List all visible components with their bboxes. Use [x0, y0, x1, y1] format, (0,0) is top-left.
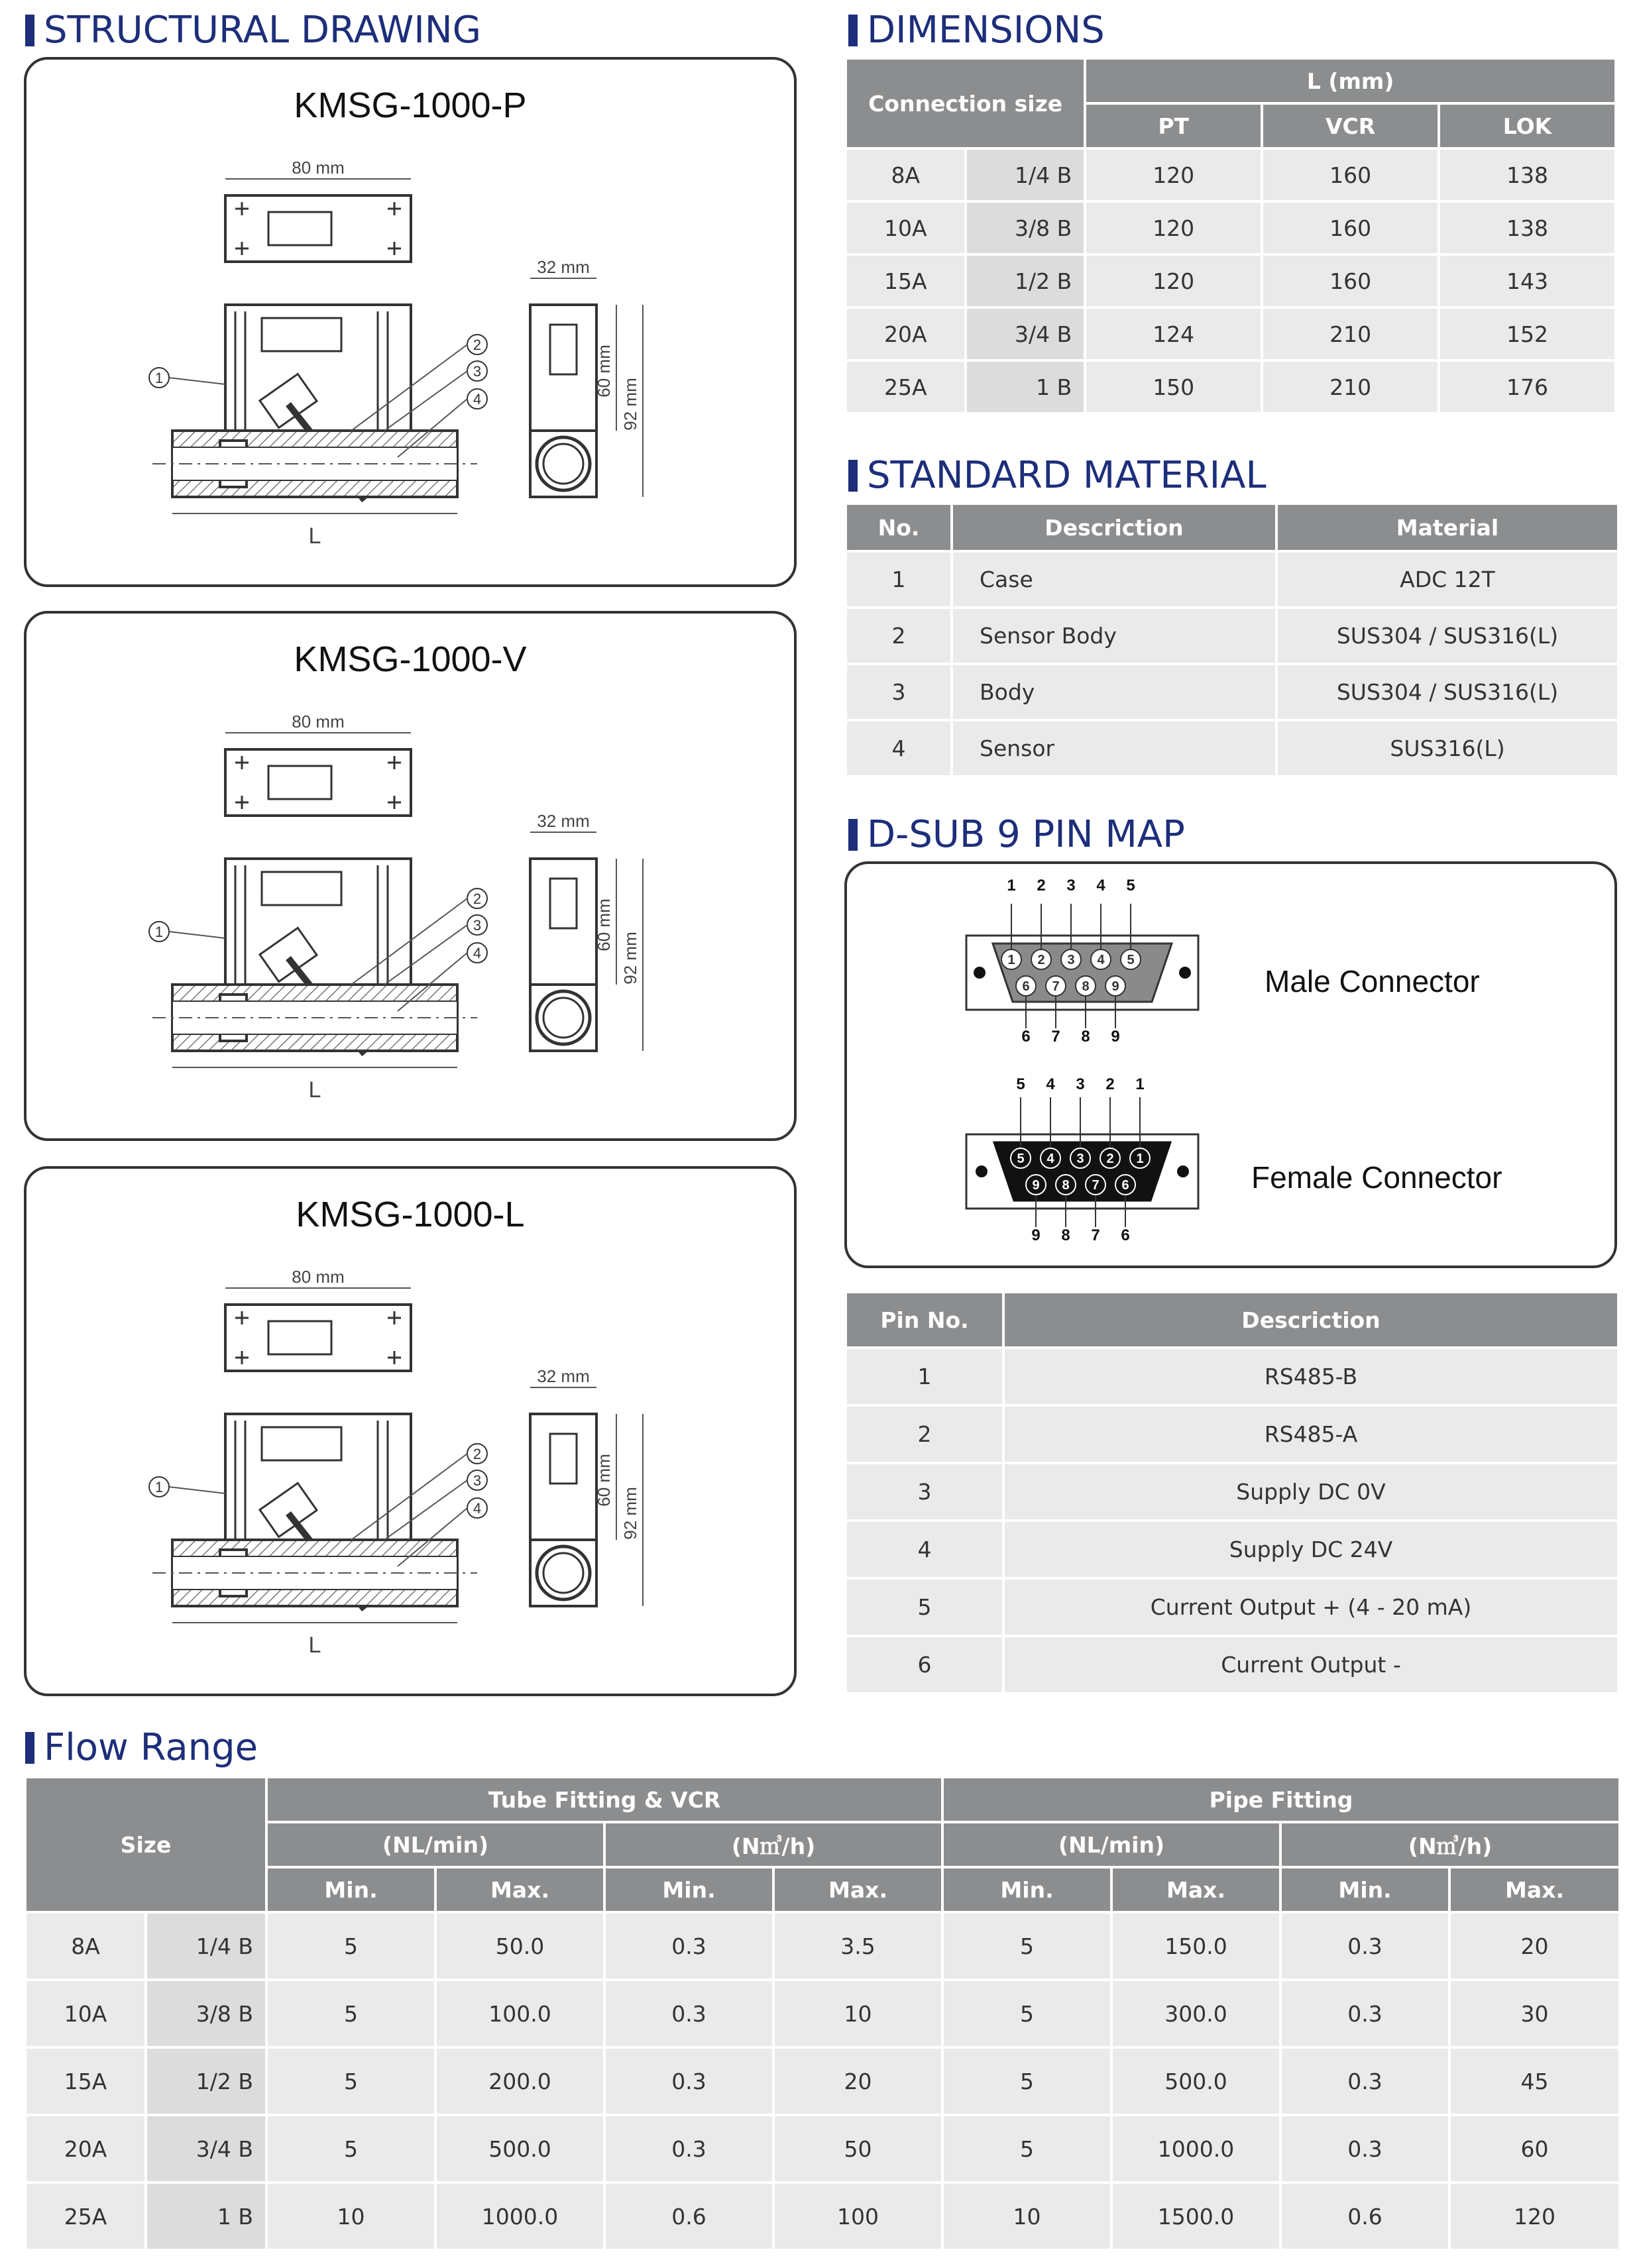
- table-cell: 160: [1262, 201, 1439, 254]
- callout-number: 3: [473, 1472, 482, 1489]
- table-row: [25, 2115, 1620, 2183]
- table-row: [25, 1980, 1620, 2047]
- pin-label: 6: [1121, 1226, 1130, 1244]
- table-cell: 3/4 B: [146, 2115, 266, 2183]
- table-cell: 5: [266, 1980, 435, 2047]
- table-row: [25, 2047, 1620, 2115]
- height-outer-label: 92 mm: [620, 932, 640, 985]
- table-row: [846, 1521, 1618, 1578]
- material-table: [844, 502, 1620, 778]
- table-cell: 10: [773, 1980, 942, 2047]
- drawing-panel-v: [24, 611, 797, 1141]
- female-connector: [966, 1134, 1198, 1209]
- pin-label: 9: [1031, 1226, 1041, 1244]
- pin-label: 9: [1111, 1028, 1120, 1046]
- table-cell: 1: [846, 1348, 1003, 1405]
- dsub-diagram: [847, 864, 1620, 1271]
- table-cell: 15A: [846, 254, 966, 307]
- table-cell: 143: [1439, 254, 1616, 307]
- dimensions-table: [844, 57, 1617, 415]
- pin-number: 4: [1097, 953, 1105, 967]
- table-row: [846, 608, 1618, 664]
- table-cell: 3/8 B: [966, 201, 1086, 254]
- table-cell: 152: [1439, 307, 1616, 360]
- pin-number: 8: [1082, 979, 1090, 994]
- table-cell: 10A: [846, 201, 966, 254]
- table-row: [846, 201, 1616, 254]
- table-cell: 1000.0: [435, 2183, 604, 2250]
- table-cell: 500.0: [1111, 2047, 1280, 2115]
- table-cell: 2: [846, 608, 952, 664]
- mat-col-desc: Descriction: [952, 504, 1276, 551]
- pin-number: 5: [1017, 1152, 1025, 1166]
- table-cell: 0.3: [604, 2047, 773, 2115]
- drawing-panel-l: [24, 1166, 797, 1696]
- unit-nm-tube: (N㎥/h): [604, 1822, 942, 1867]
- length-label: L: [308, 1633, 321, 1658]
- table-cell: 1 B: [146, 2183, 266, 2250]
- section-label: STANDARD MATERIAL: [867, 454, 1267, 497]
- table-cell: 500.0: [435, 2115, 604, 2183]
- mat-col-no: No.: [846, 504, 952, 551]
- table-cell: 0.3: [1280, 2115, 1449, 2183]
- pin-label: 4: [1096, 877, 1105, 894]
- table-cell: 1 B: [966, 360, 1086, 413]
- table-cell: 100: [773, 2183, 942, 2250]
- table-cell: 0.3: [604, 1980, 773, 2047]
- table-cell: 0.3: [1280, 1912, 1449, 1980]
- table-cell: 20A: [846, 307, 966, 360]
- pin-number: 4: [1046, 1152, 1054, 1166]
- table-row: [846, 720, 1618, 777]
- table-cell: 0.6: [604, 2183, 773, 2250]
- table-cell: Body: [952, 664, 1276, 720]
- table-cell: 0.3: [604, 1912, 773, 1980]
- pin-label: 7: [1051, 1028, 1060, 1046]
- table-cell: 3/8 B: [146, 1980, 266, 2047]
- table-row: [846, 1578, 1618, 1636]
- table-row: [846, 148, 1616, 201]
- table-cell: 8A: [846, 148, 966, 201]
- pin-label: 3: [1066, 877, 1076, 894]
- table-cell: 1/4 B: [146, 1912, 266, 1980]
- table-cell: 150.0: [1111, 1912, 1280, 1980]
- length-label: L: [308, 1077, 321, 1103]
- section-label: STRUCTURAL DRAWING: [44, 9, 482, 52]
- height-outer-label: 92 mm: [620, 1487, 640, 1540]
- mat-col-mat: Material: [1276, 504, 1618, 551]
- callout-number: 1: [154, 1479, 164, 1495]
- pin-label: 8: [1081, 1028, 1090, 1046]
- table-cell: 5: [942, 1912, 1111, 1980]
- table-cell: 5: [942, 2047, 1111, 2115]
- table-cell: ADC 12T: [1276, 551, 1618, 608]
- table-cell: 1000.0: [1111, 2115, 1280, 2183]
- side-width-label: 32 mm: [537, 257, 590, 277]
- table-row: [846, 1636, 1618, 1694]
- male-connector-label: Male Connector: [1265, 964, 1480, 999]
- table-cell: 1/2 B: [966, 254, 1086, 307]
- title-bar: [848, 15, 858, 46]
- min-header: Min.: [942, 1867, 1111, 1912]
- model-title: KMSG-1000-L: [296, 1195, 525, 1234]
- table-row: [846, 307, 1616, 360]
- table-cell: 200.0: [435, 2047, 604, 2115]
- pin-label: 1: [1135, 1075, 1145, 1093]
- structural-drawing-title: [25, 9, 482, 52]
- dimensions-title: [848, 9, 1105, 52]
- structural-drawing: [27, 614, 799, 1144]
- table-cell: 50.0: [435, 1912, 604, 1980]
- pin-number: 9: [1111, 979, 1119, 994]
- table-cell: Supply DC 24V: [1003, 1521, 1618, 1578]
- structural-drawing: [27, 60, 799, 590]
- height-inner-label: 60 mm: [594, 898, 614, 951]
- pin-number: 6: [1121, 1178, 1129, 1193]
- table-cell: 25A: [846, 360, 966, 413]
- table-cell: 8A: [25, 1912, 146, 1980]
- height-outer-label: 92 mm: [620, 378, 640, 431]
- width-label: 80 mm: [292, 158, 345, 178]
- table-cell: 20A: [25, 2115, 146, 2183]
- pipe-fitting-header: Pipe Fitting: [942, 1777, 1620, 1822]
- table-cell: 5: [942, 1980, 1111, 2047]
- pinmap-panel: [844, 861, 1617, 1268]
- model-title: KMSG-1000-V: [294, 639, 527, 679]
- pin-number: 2: [1106, 1152, 1114, 1166]
- table-cell: RS485-A: [1003, 1405, 1618, 1463]
- callout-number: 4: [473, 391, 482, 407]
- table-cell: 138: [1439, 201, 1616, 254]
- side-width-label: 32 mm: [537, 1366, 590, 1386]
- table-cell: SUS304 / SUS316(L): [1276, 664, 1618, 720]
- pin-number: 7: [1092, 1178, 1100, 1193]
- table-cell: 4: [846, 720, 952, 777]
- table-cell: 20: [773, 2047, 942, 2115]
- pin-number: 1: [1136, 1152, 1144, 1166]
- table-cell: 1: [846, 551, 952, 608]
- pin-label: 2: [1105, 1075, 1115, 1093]
- table-cell: 160: [1262, 254, 1439, 307]
- pin-number: 8: [1062, 1178, 1070, 1193]
- table-cell: 5: [266, 2047, 435, 2115]
- min-header: Min.: [266, 1867, 435, 1912]
- table-cell: 5: [846, 1578, 1003, 1636]
- table-cell: 45: [1449, 2047, 1620, 2115]
- flow-size-header: Size: [25, 1777, 266, 1912]
- table-cell: 6: [846, 1636, 1003, 1694]
- callout-number: 4: [473, 945, 482, 961]
- table-cell: 25A: [25, 2183, 146, 2250]
- pin-label: 1: [1007, 877, 1016, 894]
- table-row: [25, 2183, 1620, 2250]
- table-cell: Sensor Body: [952, 608, 1276, 664]
- pin-label: 4: [1046, 1075, 1055, 1093]
- table-cell: 4: [846, 1521, 1003, 1578]
- table-cell: Current Output -: [1003, 1636, 1618, 1694]
- pin-number: 7: [1052, 979, 1060, 994]
- table-cell: 124: [1085, 307, 1262, 360]
- callout-number: 2: [473, 891, 482, 907]
- table-cell: 3: [846, 664, 952, 720]
- height-inner-label: 60 mm: [594, 345, 614, 398]
- max-header: Max.: [435, 1867, 604, 1912]
- pin-col-no: Pin No.: [846, 1292, 1003, 1348]
- table-cell: 120: [1449, 2183, 1620, 2250]
- title-bar: [848, 460, 858, 492]
- callout-number: 3: [473, 363, 482, 380]
- table-cell: SUS316(L): [1276, 720, 1618, 777]
- table-cell: 0.3: [604, 2115, 773, 2183]
- max-header: Max.: [1111, 1867, 1280, 1912]
- table-cell: Current Output + (4 - 20 mA): [1003, 1578, 1618, 1636]
- table-cell: Supply DC 0V: [1003, 1463, 1618, 1521]
- table-cell: 10: [942, 2183, 1111, 2250]
- table-cell: 120: [1085, 201, 1262, 254]
- model-title: KMSG-1000-P: [294, 85, 527, 125]
- table-cell: RS485-B: [1003, 1348, 1618, 1405]
- unit-nl-tube: (NL/min): [266, 1822, 604, 1867]
- table-cell: 1/4 B: [966, 148, 1086, 201]
- table-cell: 120: [1085, 148, 1262, 201]
- table-cell: 1500.0: [1111, 2183, 1280, 2250]
- table-row: [846, 551, 1618, 608]
- table-row: [846, 664, 1618, 720]
- table-row: [846, 360, 1616, 413]
- table-cell: 0.3: [1280, 1980, 1449, 2047]
- table-row: [846, 254, 1616, 307]
- col-vcr: VCR: [1262, 103, 1439, 148]
- table-row: [846, 1348, 1618, 1405]
- table-cell: 3: [846, 1463, 1003, 1521]
- table-cell: 100.0: [435, 1980, 604, 2047]
- pin-col-desc: Descriction: [1003, 1292, 1618, 1348]
- table-cell: 1/2 B: [146, 2047, 266, 2115]
- length-label: L: [308, 523, 321, 549]
- table-cell: 0.3: [1280, 2047, 1449, 2115]
- min-header: Min.: [604, 1867, 773, 1912]
- table-cell: 3/4 B: [966, 307, 1086, 360]
- pin-number: 3: [1076, 1152, 1084, 1166]
- title-bar: [25, 15, 34, 46]
- table-cell: 5: [266, 1912, 435, 1980]
- table-row: [25, 1912, 1620, 1980]
- pin-number: 9: [1032, 1178, 1040, 1193]
- callout-number: 3: [473, 917, 482, 934]
- flow-range-title: [25, 1726, 258, 1769]
- table-cell: 60: [1449, 2115, 1620, 2183]
- pin-number: 3: [1067, 953, 1075, 967]
- drawing-panel-p: [24, 57, 797, 587]
- table-cell: 3.5: [773, 1912, 942, 1980]
- table-row: [846, 1463, 1618, 1521]
- pin-number: 1: [1007, 953, 1015, 967]
- width-label: 80 mm: [292, 1267, 345, 1287]
- table-cell: 210: [1262, 360, 1439, 413]
- callout-number: 2: [473, 1446, 482, 1462]
- table-row: [846, 1405, 1618, 1463]
- table-cell: 5: [942, 2115, 1111, 2183]
- table-cell: 20: [1449, 1912, 1620, 1980]
- col-pt: PT: [1085, 103, 1262, 148]
- pin-label: 5: [1126, 877, 1135, 894]
- callout-number: 1: [154, 924, 164, 940]
- table-cell: Case: [952, 551, 1276, 608]
- pin-table: [844, 1291, 1620, 1695]
- table-cell: 138: [1439, 148, 1616, 201]
- table-cell: 2: [846, 1405, 1003, 1463]
- tube-fitting-header: Tube Fitting & VCR: [266, 1777, 942, 1822]
- unit-nl-pipe: (NL/min): [942, 1822, 1280, 1867]
- flow-range-table: [24, 1776, 1621, 2251]
- pin-number: 5: [1127, 953, 1135, 967]
- l-mm-header: L (mm): [1085, 58, 1616, 103]
- callout-number: 1: [154, 370, 164, 386]
- table-cell: 150: [1085, 360, 1262, 413]
- pin-number: 6: [1022, 979, 1030, 994]
- pin-label: 3: [1076, 1075, 1085, 1093]
- male-connector: [966, 936, 1198, 1010]
- pin-label: 8: [1061, 1226, 1070, 1244]
- table-cell: 176: [1439, 360, 1616, 413]
- pin-label: 7: [1091, 1226, 1100, 1244]
- table-cell: 160: [1262, 148, 1439, 201]
- title-bar: [848, 819, 858, 851]
- table-cell: 50: [773, 2115, 942, 2183]
- min-header: Min.: [1280, 1867, 1449, 1912]
- section-label: DIMENSIONS: [867, 9, 1105, 52]
- max-header: Max.: [1449, 1867, 1620, 1912]
- table-cell: 120: [1085, 254, 1262, 307]
- table-cell: 30: [1449, 1980, 1620, 2047]
- pin-label: 5: [1016, 1075, 1025, 1093]
- table-cell: 0.6: [1280, 2183, 1449, 2250]
- table-cell: 15A: [25, 2047, 146, 2115]
- table-cell: 210: [1262, 307, 1439, 360]
- title-bar: [25, 1732, 34, 1764]
- col-lok: LOK: [1439, 103, 1616, 148]
- side-width-label: 32 mm: [537, 811, 590, 831]
- table-cell: 5: [266, 2115, 435, 2183]
- callout-number: 2: [473, 337, 482, 353]
- pin-number: 2: [1037, 953, 1045, 967]
- unit-nm-pipe: (N㎥/h): [1280, 1822, 1620, 1867]
- section-label: D-SUB 9 PIN MAP: [867, 813, 1185, 856]
- pin-label: 2: [1037, 877, 1046, 894]
- material-title: [848, 454, 1267, 497]
- callout-number: 4: [473, 1500, 482, 1517]
- max-header: Max.: [773, 1867, 942, 1912]
- pinmap-title: [848, 813, 1185, 856]
- conn-size-header: Connection size: [846, 58, 1085, 148]
- table-cell: SUS304 / SUS316(L): [1276, 608, 1618, 664]
- female-connector-label: Female Connector: [1251, 1160, 1502, 1195]
- height-inner-label: 60 mm: [594, 1454, 614, 1507]
- pin-label: 6: [1021, 1028, 1031, 1046]
- table-cell: 300.0: [1111, 1980, 1280, 2047]
- table-cell: 10A: [25, 1980, 146, 2047]
- width-label: 80 mm: [292, 712, 345, 731]
- table-cell: 10: [266, 2183, 435, 2250]
- section-label: Flow Range: [44, 1726, 258, 1769]
- table-cell: Sensor: [952, 720, 1276, 777]
- structural-drawing: [27, 1169, 799, 1699]
